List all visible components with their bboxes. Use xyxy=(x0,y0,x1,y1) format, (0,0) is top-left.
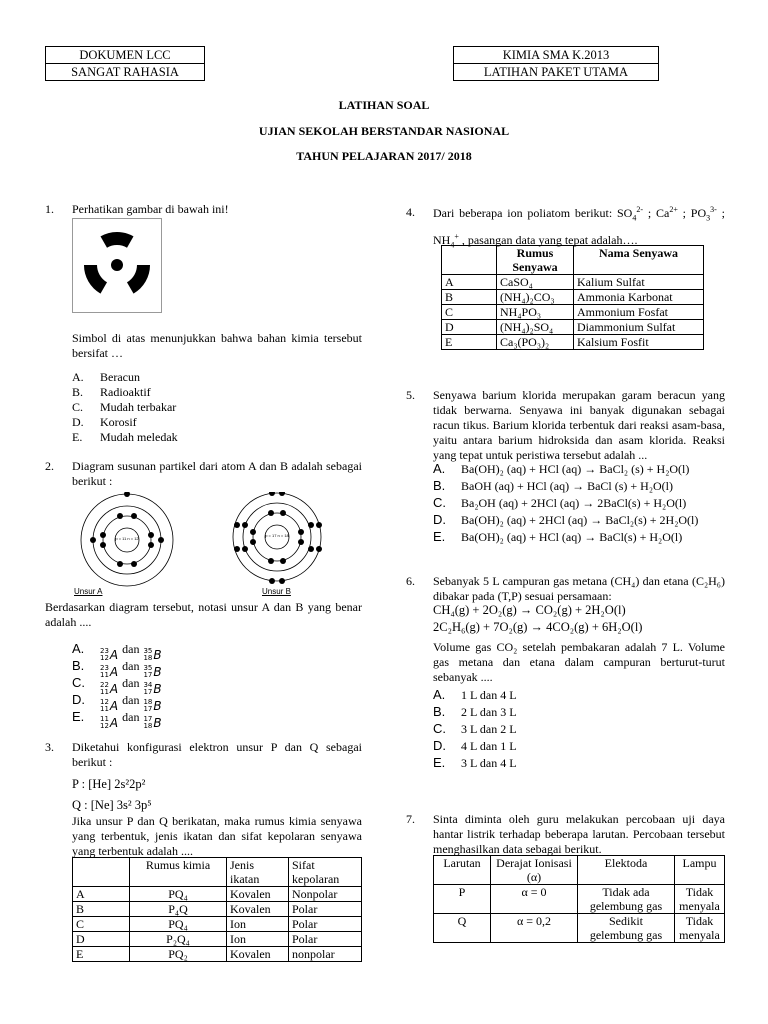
nuclide-a-mass: 23 xyxy=(100,664,109,672)
option-letter: E. xyxy=(433,755,446,770)
radiation-symbol-image xyxy=(72,218,162,313)
q7-cell: α = 0 xyxy=(491,885,578,914)
option-and: dan xyxy=(122,642,140,656)
nuclide-a: 12 11 A xyxy=(100,698,119,713)
q4-cell: CaSO₄ xyxy=(497,275,574,290)
q1-text: Perhatikan gambar di bawah ini! xyxy=(72,202,229,216)
q3-cell: A xyxy=(73,887,130,902)
q4-cell: B xyxy=(442,290,497,305)
option-and: dan xyxy=(122,659,140,673)
q4-cell: D xyxy=(442,320,497,335)
q7-table-row xyxy=(434,885,725,914)
option-letter: C. xyxy=(72,675,85,690)
q7-cell: Q xyxy=(434,914,491,943)
q4-cell: NH₄PO₃ xyxy=(497,305,574,320)
option-text: 3 L dan 2 L xyxy=(461,722,517,736)
q5-options xyxy=(433,460,698,545)
q4-table-row xyxy=(442,275,704,290)
nuclide-a-number: 12 xyxy=(100,722,109,730)
q3-number: 3. xyxy=(45,740,54,754)
header-subject-label: KIMIA SMA K.2013 xyxy=(454,47,658,64)
q2-number: 2. xyxy=(45,459,54,473)
q4-header-name: Nama Senyawa xyxy=(574,246,704,275)
nuclide-a: 23 11 A xyxy=(100,664,119,679)
nuclide-b: 34 17 B xyxy=(143,681,162,696)
nuclide-b: 17 18 B xyxy=(143,715,162,730)
option-letter: B. xyxy=(433,478,446,493)
q4-table xyxy=(441,245,704,350)
option-text: 2 L dan 3 L xyxy=(461,705,517,719)
q4-cell: Ca₃(PO₃)₂ xyxy=(497,335,574,350)
nuclide-b-number: 17 xyxy=(143,671,153,679)
q4-cell: Kalium Sulfat xyxy=(574,275,704,290)
q7-text: Sinta diminta oleh guru melakukan percobaan uji daya hantar listrik terhadap beberapa larutan. Percobaan tersebut menghasilkan data sebagai berikut. xyxy=(433,812,725,856)
nuclide-b-mass: 18 xyxy=(143,698,153,706)
q3-header-bond: Jenis ikatan xyxy=(227,858,289,887)
header-right-box xyxy=(453,46,659,81)
option-letter: A. xyxy=(433,687,446,702)
nuclide-b: 35 18 B xyxy=(143,647,162,662)
nuclide-b-mass: 35 xyxy=(143,664,153,672)
atom-b-label: Unsur B xyxy=(262,587,291,596)
nuclide-b-mass: 34 xyxy=(143,681,153,689)
option-letter: B. xyxy=(72,658,85,673)
q7-header-lamp: Lampu xyxy=(675,856,725,885)
q3-table-row xyxy=(73,947,362,962)
header-package-label: LATIHAN PAKET UTAMA xyxy=(483,65,629,79)
q6-equation-2: 2C₂H₆(g) + 7O₂(g) → 4CO₂(g) + 6H₂O(l) xyxy=(433,620,643,634)
q3-cell: C xyxy=(73,917,130,932)
header-left-box xyxy=(45,46,205,81)
atom-a-label: Unsur A xyxy=(74,587,103,596)
nuclide-a: 23 12 A xyxy=(100,647,119,662)
q3-table-row xyxy=(73,902,362,917)
q4-cell: (NH₄)₂SO₄ xyxy=(497,320,574,335)
nuclide-a-number: 11 xyxy=(100,688,109,696)
q1-option-e[interactable]: E. Mudah meledak xyxy=(72,430,178,444)
q3-cell: Polar xyxy=(289,902,362,917)
atom-b-diagram xyxy=(233,492,322,584)
option-letter: E. xyxy=(72,709,85,724)
radiation-icon xyxy=(73,219,161,312)
nuclide-a-number: 11 xyxy=(100,671,109,679)
q1-option-c[interactable]: C. Mudah terbakar xyxy=(72,400,177,414)
q6-text: Sebanyak 5 L campuran gas metana (CH₄) dan etana (C₂H₆) dibakar pada (T,P) sesuai persamaan: xyxy=(433,574,725,603)
q3-cell: P₄Q xyxy=(130,902,227,917)
q7-cell: Tidak menyala xyxy=(675,885,725,914)
option-letter: D. xyxy=(72,692,85,707)
atom-b-nucleus-label: p = 17 n = 18 xyxy=(265,533,289,538)
q3-header-formula: Rumus kimia xyxy=(130,858,227,887)
nuclide-b-number: 17 xyxy=(143,705,153,713)
nuclide-a: 22 11 A xyxy=(100,681,119,696)
nuclide-b: 35 17 B xyxy=(143,664,162,679)
q4-cell: Kalsium Fosfit xyxy=(574,335,704,350)
q7-header-solution: Larutan xyxy=(434,856,491,885)
option-text: Ba(OH)₂ (aq) + HCl (aq) → BaCl₂ (s) + H₂O(l) xyxy=(461,462,690,476)
q6-after-text: Volume gas CO₂ setelah pembakaran adalah 7 L. Volume gas metana dan etana dalam campuran berturut-turut sebanyak .... xyxy=(433,640,725,684)
q7-table xyxy=(433,855,725,943)
q3-cell: Kovalen xyxy=(227,947,289,962)
option-text: Ba(OH)₂ (aq) + 2HCl (aq) → BaCl₂(s) + 2H₂O(l) xyxy=(461,513,699,527)
option-text: 3 L dan 4 L xyxy=(461,756,517,770)
q2-options xyxy=(72,640,162,730)
q5-option-c[interactable] xyxy=(433,494,698,511)
q7-table-row xyxy=(434,914,725,943)
q2-option-a[interactable] xyxy=(72,640,162,662)
option-text: Ba₂OH (aq) + 2HCl (aq) → 2BaCl(s) + H₂O(l) xyxy=(461,496,687,510)
q5-option-a[interactable] xyxy=(433,460,698,477)
option-letter: D. xyxy=(433,738,446,753)
option-text: BaOH (aq) + HCl (aq) → BaCl (s) + H₂O(l) xyxy=(461,479,674,493)
q4-table-row xyxy=(442,290,704,305)
q4-cell: Ammonium Fosfat xyxy=(574,305,704,320)
q4-number: 4. xyxy=(406,205,415,219)
q4-cell: C xyxy=(442,305,497,320)
title-line-3: TAHUN PELAJARAN 2017/ 2018 xyxy=(296,149,472,163)
q3-q-config: Q : [Ne] 3s² 3p⁵ xyxy=(72,798,152,812)
option-letter: C. xyxy=(433,495,446,510)
nuclide-a-mass: 22 xyxy=(100,681,109,689)
option-letter: C. xyxy=(433,721,446,736)
q1-options xyxy=(72,370,178,445)
option-text: 1 L dan 4 L xyxy=(461,688,517,702)
title-line-2: UJIAN SEKOLAH BERSTANDAR NASIONAL xyxy=(258,124,510,138)
q1-option-d[interactable]: D. Korosif xyxy=(72,415,137,429)
header-doc-label: DOKUMEN LCC xyxy=(46,47,204,64)
q6-options xyxy=(433,686,517,771)
q5-option-b[interactable] xyxy=(433,477,698,494)
nuclide-a-mass: 11 xyxy=(100,715,109,723)
q4-table-row xyxy=(442,305,704,320)
q4-cell: Ammonia Karbonat xyxy=(574,290,704,305)
q3-cell: Kovalen xyxy=(227,902,289,917)
nuclide-b-number: 17 xyxy=(143,688,153,696)
nuclide-a-mass: 12 xyxy=(100,698,109,706)
q5-option-e[interactable] xyxy=(433,528,698,545)
q7-cell: P xyxy=(434,885,491,914)
q7-cell: Tidak ada gelembung gas xyxy=(578,885,675,914)
q4-table-row xyxy=(442,320,704,335)
q5-option-d[interactable] xyxy=(433,511,698,528)
nuclide-b-number: 18 xyxy=(143,722,153,730)
q3-cell: Polar xyxy=(289,932,362,947)
q7-header-ionization: Derajat Ionisasi (α) xyxy=(491,856,578,885)
q3-table-row xyxy=(73,917,362,932)
q5-number: 5. xyxy=(406,388,415,402)
q1-after-text: Simbol di atas menunjukkan bahwa bahan kimia tersebut bersifat … xyxy=(72,331,362,360)
q2-after-text: Berdasarkan diagram tersebut, notasi unsur A dan B yang benar adalah .... xyxy=(45,600,362,629)
q3-text: Diketahui konfigurasi elektron unsur P dan Q sebagai berikut : xyxy=(72,740,362,769)
q3-cell: Kovalen xyxy=(227,887,289,902)
q6-option-e[interactable] xyxy=(433,754,517,771)
q6-equation-1: CH₄(g) + 2O₂(g) → CO₂(g) + 2H₂O(l) xyxy=(433,603,626,617)
q3-p-config: P : [He] 2s²2p² xyxy=(72,777,146,791)
q4-header-empty xyxy=(442,246,497,275)
q3-header-polarity: Sifat kepolaran xyxy=(289,858,362,887)
nuclide-a-mass: 23 xyxy=(100,647,109,655)
q7-header-electrode: Elektoda xyxy=(578,856,675,885)
atom-diagrams xyxy=(72,492,362,597)
q6-number: 6. xyxy=(406,574,415,588)
q6-option-c[interactable] xyxy=(433,720,517,737)
q3-after-text: Jika unsur P dan Q berikatan, maka rumus kimia senyawa yang terbentuk, jenis ikatan dan sifat kepolaran senyawa yang terbentuk adalah .... xyxy=(72,814,362,858)
q1-option-a[interactable]: A. Beracun xyxy=(72,370,140,384)
q2-text: Diagram susunan partikel dari atom A dan B adalah sebagai berikut : xyxy=(72,459,362,488)
q3-cell: D xyxy=(73,932,130,947)
q6-option-a[interactable] xyxy=(433,686,517,703)
q4-table-row xyxy=(442,335,704,350)
option-and: dan xyxy=(122,693,140,707)
header-secret-label: SANGAT RAHASIA xyxy=(71,65,179,79)
q3-cell: nonpolar xyxy=(289,947,362,962)
q3-cell: Nonpolar xyxy=(289,887,362,902)
q3-cell: PQ₂ xyxy=(130,947,227,962)
q3-cell: Ion xyxy=(227,917,289,932)
q3-table xyxy=(72,857,362,962)
option-letter: D. xyxy=(433,512,446,527)
q4-cell: E xyxy=(442,335,497,350)
q7-cell: Sedikit gelembung gas xyxy=(578,914,675,943)
q3-cell: PQ₄ xyxy=(130,887,227,902)
option-letter: A. xyxy=(433,461,446,476)
q7-number: 7. xyxy=(406,812,415,826)
q3-cell: Polar xyxy=(289,917,362,932)
q6-option-b[interactable] xyxy=(433,703,517,720)
q4-cell: (NH₄)₂CO₃ xyxy=(497,290,574,305)
option-letter: B. xyxy=(433,704,446,719)
q3-table-row xyxy=(73,887,362,902)
q5-text: Senyawa barium klorida merupakan garam beracun yang tidak berwarna. Senyawa ini banyak digunakan sebagai racun tikus. Barium klorida terbentuk dari reaksi asam-basa, yaitu antara barium hidroksida dan asam klorida. Reaksi yang tepat untuk peristiwa tersebut adalah ... xyxy=(433,388,725,462)
q7-cell: Tidak menyala xyxy=(675,914,725,943)
q4-header-formula: Rumus Senyawa xyxy=(497,246,574,275)
q3-cell: B xyxy=(73,902,130,917)
atom-a-nucleus-label: p = 11 n = 12 xyxy=(115,536,139,541)
title-line-1: LATIHAN SOAL xyxy=(338,98,430,112)
q4-cell: A xyxy=(442,275,497,290)
option-letter: A. xyxy=(72,641,85,656)
option-letter: E. xyxy=(433,529,446,544)
nuclide-b-mass: 17 xyxy=(143,715,153,723)
nuclide-b-mass: 35 xyxy=(143,647,153,655)
nuclide-a: 11 12 A xyxy=(100,715,119,730)
option-and: dan xyxy=(122,710,140,724)
option-text: Ba(OH)₂ (aq) + HCl (aq) → BaCl(s) + H₂O(l) xyxy=(461,530,683,544)
q4-text: Dari beberapa ion poliatom berikut: $SO_4^{2-}$ ; $Ca^{2+}$ ; $PO_3^{3-}$ ; $NH_4^+$ , pasangan data yang tepat adalah…. xyxy=(433,205,725,250)
q3-cell: Ion xyxy=(227,932,289,947)
option-text: 4 L dan 1 L xyxy=(461,739,517,753)
nuclide-b: 18 17 B xyxy=(143,698,162,713)
nuclide-a-number: 12 xyxy=(100,654,109,662)
nuclide-a-number: 11 xyxy=(100,705,109,713)
q4-cell: Diammonium Sulfat xyxy=(574,320,704,335)
q7-cell: α = 0,2 xyxy=(491,914,578,943)
q3-table-row xyxy=(73,932,362,947)
q1-number: 1. xyxy=(45,202,54,216)
q3-cell: PQ₄ xyxy=(130,917,227,932)
option-and: dan xyxy=(122,676,140,690)
q3-header-empty xyxy=(73,858,130,887)
q6-option-d[interactable] xyxy=(433,737,517,754)
q3-cell: E xyxy=(73,947,130,962)
q1-option-b[interactable]: B. Radioaktif xyxy=(72,385,151,399)
q3-cell: P₂Q₄ xyxy=(130,932,227,947)
nuclide-b-number: 18 xyxy=(143,654,153,662)
